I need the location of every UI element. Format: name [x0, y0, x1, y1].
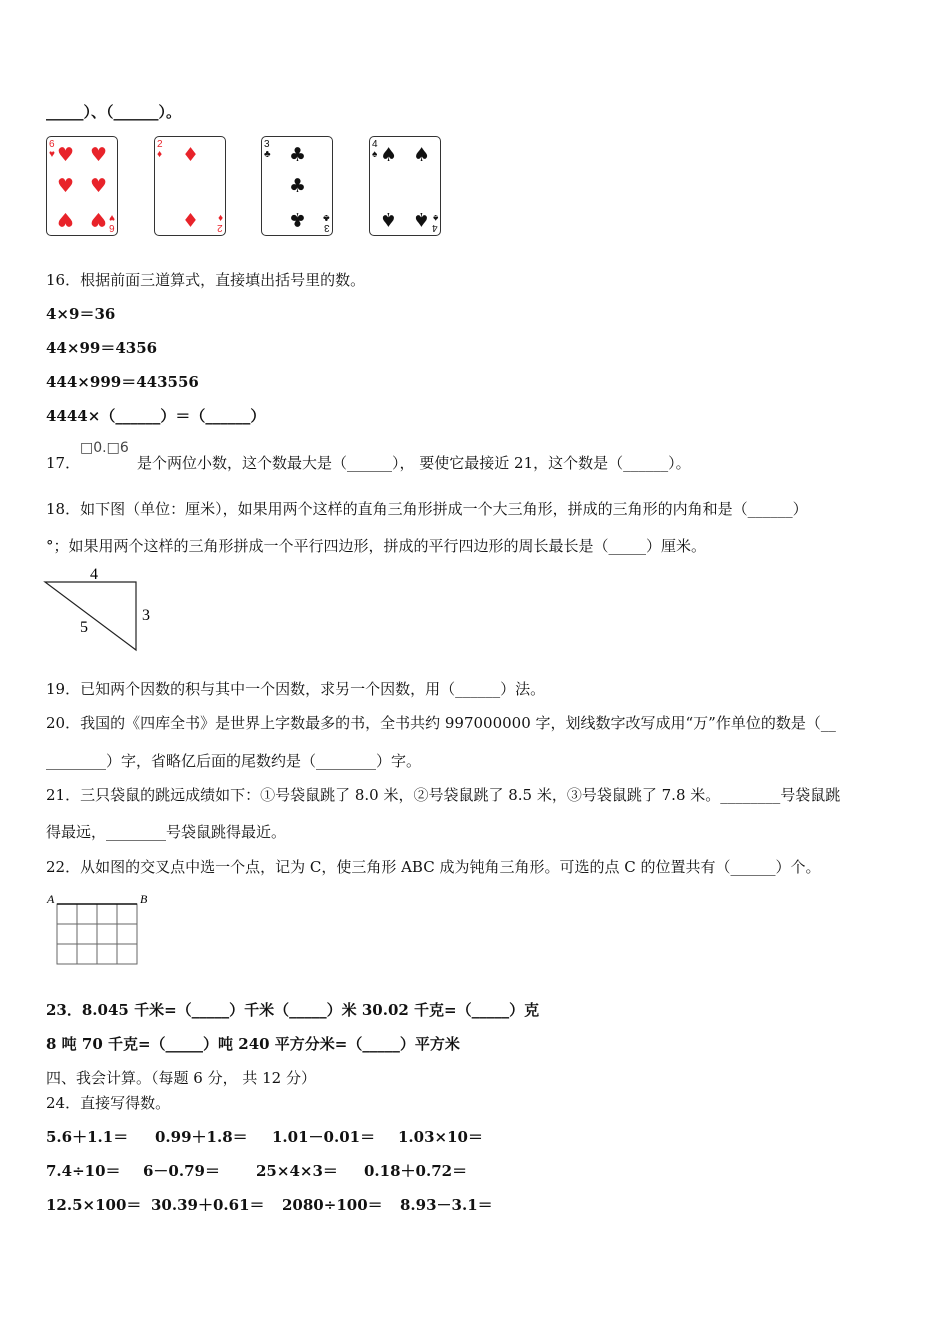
diamond-icon: ♦ [217, 212, 223, 223]
spade-icon: ♠ [413, 208, 431, 230]
card-rank: 6 [109, 222, 115, 233]
q19-text: 19．已知两个因数的积与其中一个因数，求另一个因数，用（______）法。 [46, 680, 546, 698]
heart-icon: ♥ [90, 175, 108, 197]
club-icon: ♣ [323, 212, 330, 223]
triangle-shape [45, 582, 136, 650]
card-rank: 3 [264, 139, 270, 150]
card-rank: 4 [372, 139, 378, 150]
q17-number: 17． [46, 454, 81, 472]
diamond-icon: ♦ [182, 208, 200, 230]
playing-cards [46, 136, 466, 238]
q24-r1-c3: 1.01－0.01＝ [272, 1128, 376, 1146]
q16-line-3: 444×999＝443556 [46, 373, 199, 391]
heart-icon: ♥ [57, 208, 75, 230]
q24-r1-c1: 5.6＋1.1＝ [46, 1128, 129, 1146]
card-six-of-hearts [46, 136, 118, 236]
q16-line-2: 44×99＝4356 [46, 339, 158, 357]
card-two-of-diamonds [154, 136, 226, 236]
club-icon: ♣ [289, 175, 307, 197]
club-icon: ♣ [289, 208, 307, 230]
spade-icon: ♠ [380, 144, 398, 166]
heart-icon: ♥ [109, 212, 115, 223]
q17-decimal-boxes: □0.□6 [80, 440, 129, 456]
heart-icon: ♥ [49, 149, 55, 160]
q18-line-1: 18．如下图（单位：厘米），如果用两个这样的直角三角形拼成一个大三角形，拼成的三角形的内角和是（______） [46, 500, 808, 518]
q24-r1-c2: 0.99＋1.8＝ [155, 1128, 248, 1146]
right-triangle-figure [40, 562, 170, 657]
club-icon: ♣ [264, 149, 271, 160]
card-rank: 2 [157, 139, 163, 150]
q24-r3-c2: 30.39＋0.61＝ [151, 1196, 265, 1214]
side-label-right: 3 [142, 607, 150, 624]
spade-icon: ♠ [413, 144, 431, 166]
side-label-top: 4 [90, 566, 98, 583]
spade-icon: ♠ [432, 212, 438, 223]
spade-icon: ♠ [372, 149, 378, 160]
q21-line-2: 得最远，________号袋鼠跳得最近。 [46, 823, 287, 841]
section-4-heading: 四、我会计算。（每题 6 分， 共 12 分） [46, 1069, 316, 1087]
q21-line-1: 21．三只袋鼠的跳远成绩如下：①号袋鼠跳了 8.0 米，②号袋鼠跳了 8.5 米，③号袋鼠跳了 7.8 米。________号袋鼠跳 [46, 786, 841, 804]
q24-r3-c4: 8.93－3.1＝ [400, 1196, 493, 1214]
card-rank: 6 [49, 139, 55, 150]
club-icon: ♣ [289, 144, 307, 166]
q24-stem: 24．直接写得数。 [46, 1094, 171, 1112]
heart-icon: ♥ [57, 175, 75, 197]
top-blanks: _____）、（______）。 [46, 103, 182, 121]
card-rank: 4 [432, 222, 438, 233]
q20-line-1: 20．我国的《四库全书》是世界上字数最多的书，全书共约 997000000 字，划线数字改写成用“万”作单位的数是（__ [46, 714, 836, 732]
q24-r2-c1: 7.4÷10＝ [46, 1162, 121, 1180]
q24-r1-c4: 1.03×10＝ [398, 1128, 483, 1146]
q24-r2-c2: 6－0.79＝ [143, 1162, 220, 1180]
q24-r2-c3: 25×4×3＝ [256, 1162, 338, 1180]
heart-icon: ♥ [90, 208, 108, 230]
q23-line-1: 23．8.045 千米=（_____）千米（_____）米 30.02 千克=（_____）克 [46, 1001, 540, 1019]
q22-text: 22．从如图的交叉点中选一个点，记为 C，使三角形 ABC 成为钝角三角形。可选的点 C 的位置共有（______）个。 [46, 858, 821, 876]
q24-r2-c4: 0.18＋0.72＝ [364, 1162, 468, 1180]
side-label-hypotenuse: 5 [80, 619, 88, 636]
q17-text: 是个两位小数，这个数最大是（______）， 要使它最接近 21，这个数是（______）。 [137, 454, 691, 472]
point-b-label: B [140, 892, 148, 906]
diamond-icon: ♦ [157, 149, 163, 160]
q24-r3-c1: 12.5×100＝ [46, 1196, 142, 1214]
spade-icon: ♠ [380, 208, 398, 230]
q16-line-4: 4444×（______）＝（______） [46, 407, 266, 425]
heart-icon: ♥ [90, 144, 108, 166]
q23-line-2: 8 吨 70 千克=（_____）吨 240 平方分米=（_____）平方米 [46, 1035, 460, 1053]
card-rank: 2 [217, 222, 223, 233]
q16-stem: 16．根据前面三道算式，直接填出括号里的数。 [46, 271, 366, 289]
grid-figure [44, 890, 154, 970]
q20-line-2: ________）字，省略亿后面的尾数约是（________）字。 [46, 752, 422, 770]
heart-icon: ♥ [57, 144, 75, 166]
diamond-icon: ♦ [182, 144, 200, 166]
point-a-label: A [47, 892, 55, 906]
q24-r3-c3: 2080÷100＝ [282, 1196, 383, 1214]
card-three-of-clubs [261, 136, 333, 236]
q16-line-1: 4×9＝36 [46, 305, 116, 323]
card-four-of-spades [369, 136, 441, 236]
q18-line-2: °；如果用两个这样的三角形拼成一个平行四边形，拼成的平行四边形的周长最长是（_____）厘米。 [46, 537, 707, 555]
grid-lines [57, 904, 137, 964]
card-rank: 3 [324, 222, 330, 233]
